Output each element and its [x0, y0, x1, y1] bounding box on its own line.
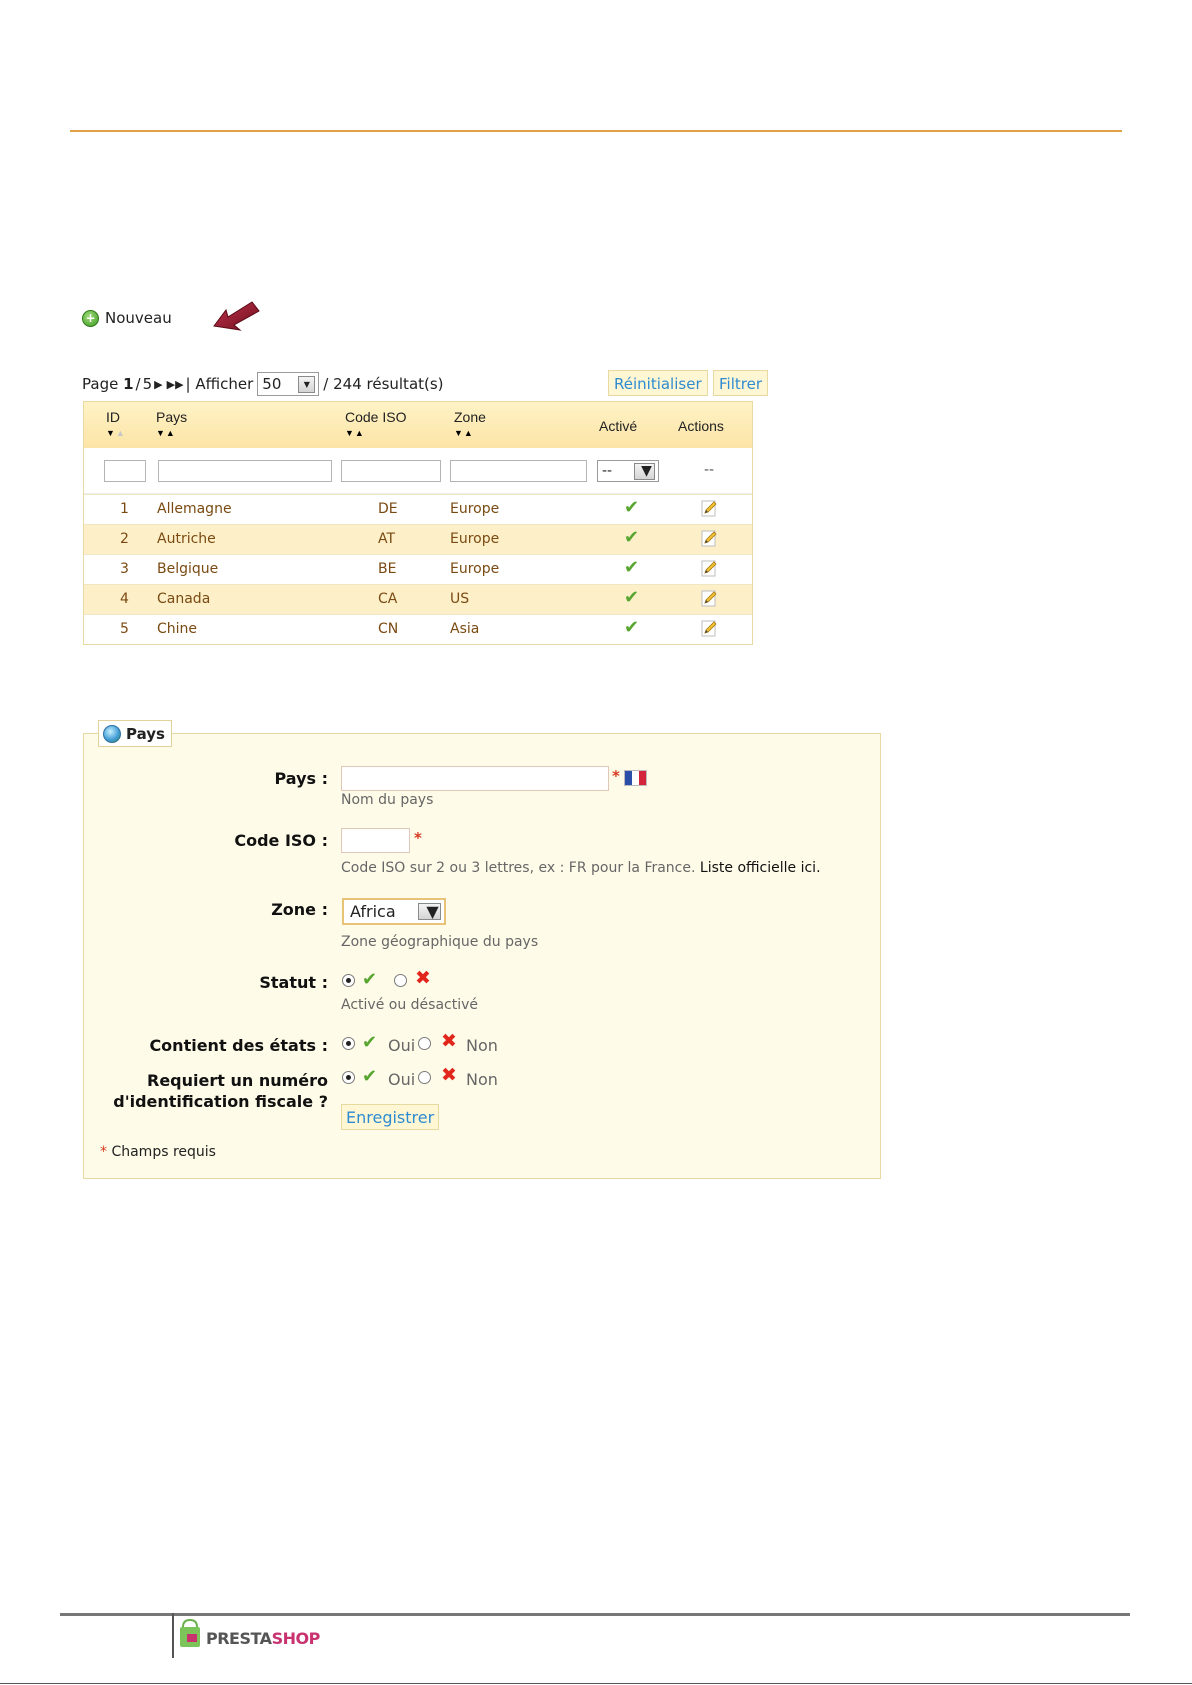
current-page: 1	[123, 375, 134, 393]
chevron-down-icon[interactable]: ▼	[634, 463, 655, 480]
form-legend: Pays	[98, 720, 172, 747]
show-label: | Afficher	[185, 375, 254, 393]
tax-no-label: Non	[466, 1070, 498, 1089]
next-page-icon[interactable]: ▶	[154, 377, 163, 391]
cell-id: 3	[120, 561, 129, 577]
cell-iso: CN	[378, 621, 399, 637]
cross-icon: ✖	[415, 967, 431, 989]
filter-row	[84, 448, 752, 494]
tax-no-radio[interactable]	[418, 1071, 431, 1084]
country-form	[83, 733, 881, 1179]
cell-zone: Asia	[450, 621, 480, 637]
cell-country: Belgique	[157, 561, 219, 577]
cell-country: Canada	[157, 591, 211, 607]
sort-icon[interactable]: ▼▲	[345, 428, 365, 438]
cell-iso: AT	[378, 531, 396, 547]
status-inactive-radio[interactable]	[394, 974, 407, 987]
cell-zone: Europe	[450, 531, 500, 547]
new-country-link[interactable]	[82, 309, 172, 327]
required-star: *	[414, 829, 422, 847]
cell-id: 1	[120, 501, 129, 517]
states-no-label: Non	[466, 1036, 498, 1055]
column-zone: Zone ▼▲	[454, 409, 486, 438]
iso-hint: Code ISO sur 2 ou 3 lettres, ex : FR pour la France. Liste officielle ici.	[341, 860, 821, 876]
pointer-arrow-icon	[212, 298, 262, 342]
total-pages: 5	[142, 375, 153, 393]
per-page-value: 50	[262, 375, 282, 393]
page-label: Page	[82, 375, 119, 393]
table-row[interactable]	[84, 524, 752, 554]
edit-icon[interactable]	[701, 529, 717, 547]
countries-table	[83, 401, 753, 645]
country-label: Pays :	[274, 769, 328, 788]
iso-code-input[interactable]	[341, 828, 410, 853]
french-flag-icon[interactable]	[624, 770, 647, 786]
states-yes-radio[interactable]	[342, 1037, 355, 1050]
cross-icon: ✖	[441, 1064, 457, 1086]
sort-icon[interactable]: ▼▲	[156, 428, 176, 438]
required-star: *	[612, 767, 620, 785]
column-pays: Pays ▼▲	[156, 409, 188, 438]
chevron-down-icon[interactable]: ▼	[298, 376, 315, 393]
cell-iso: BE	[378, 561, 397, 577]
check-icon: ✔	[362, 1066, 378, 1087]
footer-divider	[60, 1613, 1130, 1616]
pagination-bar	[82, 372, 444, 396]
column-id: ID ▼▲	[106, 409, 126, 438]
zone-label: Zone :	[271, 900, 328, 919]
filter-pays-input[interactable]	[158, 460, 332, 482]
edit-icon[interactable]	[701, 559, 717, 577]
sort-icon[interactable]: ▼▲	[454, 428, 474, 438]
cell-zone: Europe	[450, 561, 500, 577]
country-hint: Nom du pays	[341, 792, 434, 808]
tax-yes-label: Oui	[388, 1070, 416, 1089]
states-label: Contient des états :	[149, 1036, 328, 1055]
cross-icon: ✖	[441, 1030, 457, 1052]
column-actions: Actions	[678, 418, 724, 434]
zone-select[interactable]	[342, 898, 446, 925]
filter-zone-input[interactable]	[450, 460, 587, 482]
page-bottom-line	[0, 1683, 1192, 1684]
filter-iso-input[interactable]	[341, 460, 441, 482]
cell-zone: US	[450, 591, 470, 607]
prestashop-logo: PRESTASHOP	[178, 1618, 320, 1648]
cell-iso: CA	[378, 591, 398, 607]
cell-id: 5	[120, 621, 129, 637]
filter-active-select[interactable]: -- ▼	[597, 460, 659, 482]
cell-country: Autriche	[157, 531, 216, 547]
column-iso: Code ISO ▼▲	[345, 409, 407, 438]
check-icon: ✔	[362, 1032, 378, 1053]
column-active: Activé	[599, 418, 638, 434]
last-page-icon[interactable]: ▶▶	[166, 377, 184, 391]
cell-iso: DE	[378, 501, 398, 517]
official-list-link[interactable]: Liste officielle ici.	[699, 860, 821, 876]
shopping-bag-icon	[178, 1618, 202, 1648]
per-page-select[interactable]	[257, 372, 319, 396]
tax-id-label: Requiert un numéro d'identification fiscale ?	[113, 1071, 328, 1111]
cell-zone: Europe	[450, 501, 500, 517]
cell-id: 2	[120, 531, 129, 547]
edit-icon[interactable]	[701, 619, 717, 637]
results-count: / 244 résultat(s)	[323, 375, 444, 393]
filter-button[interactable]: Filtrer	[713, 370, 768, 396]
active-check-icon[interactable]: ✔	[624, 497, 640, 518]
active-check-icon[interactable]: ✔	[624, 587, 640, 608]
top-divider	[70, 130, 1122, 132]
filter-actions-placeholder: --	[704, 462, 715, 478]
active-check-icon[interactable]: ✔	[624, 617, 640, 638]
states-yes-label: Oui	[388, 1036, 416, 1055]
globe-icon	[103, 725, 121, 743]
footer-vertical-divider	[172, 1613, 174, 1658]
edit-icon[interactable]	[701, 499, 717, 517]
table-row[interactable]	[84, 554, 752, 584]
zone-value: Africa	[350, 902, 396, 921]
edit-icon[interactable]	[701, 589, 717, 607]
active-check-icon[interactable]: ✔	[624, 527, 640, 548]
page-separator: /	[135, 375, 141, 393]
country-name-input[interactable]	[341, 766, 609, 791]
states-no-radio[interactable]	[418, 1037, 431, 1050]
iso-label: Code ISO :	[234, 831, 328, 850]
status-hint: Activé ou désactivé	[341, 997, 478, 1013]
status-active-radio[interactable]	[342, 974, 355, 987]
tax-yes-radio[interactable]	[342, 1071, 355, 1084]
add-icon: +	[82, 310, 99, 327]
zone-hint: Zone géographique du pays	[341, 934, 539, 950]
table-row[interactable]	[84, 614, 752, 644]
active-check-icon[interactable]: ✔	[624, 557, 640, 578]
chevron-down-icon[interactable]: ▼	[418, 903, 441, 920]
save-button[interactable]: Enregistrer	[341, 1104, 439, 1130]
table-row[interactable]	[84, 494, 752, 524]
check-icon: ✔	[362, 969, 378, 990]
table-header	[84, 402, 752, 448]
cell-country: Allemagne	[157, 501, 232, 517]
sort-icon[interactable]: ▼▲	[106, 428, 126, 438]
reset-button[interactable]: Réinitialiser	[608, 370, 708, 396]
table-row[interactable]	[84, 584, 752, 614]
filter-id-input[interactable]	[104, 460, 146, 482]
required-fields-note: * Champs requis	[100, 1144, 216, 1160]
cell-country: Chine	[157, 621, 198, 637]
new-label: Nouveau	[105, 309, 172, 327]
status-label: Statut :	[259, 973, 328, 992]
cell-id: 4	[120, 591, 129, 607]
